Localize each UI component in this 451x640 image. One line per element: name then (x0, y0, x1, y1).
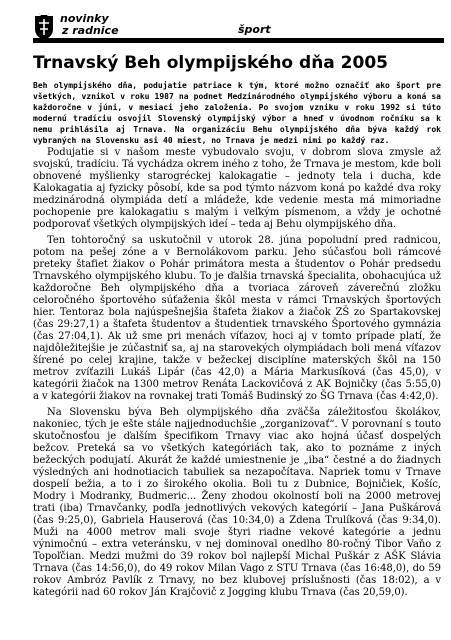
body-paragraph-3: Na Slovensku býva Beh olympijského dňa zväčša záležitosťou školákov, nakoniec, tých je ešte stále najjednoduchšie „zorganizovať“. V porovnaní s touto skutočnosťou je ďalším špecifikom Trnavy viac ako hojná účasť dospelých bežcov. Preteká sa vo všetkých kategóriách tak, ako to poznáme z iných bežeckých podujatí. Akurát že každé umiestnenie je „iba“ čestné a do žiadnych výsledných ani hodnotiacich tabuliek sa nezapočítava. Napriek tomu v Trnave dospelí bežia, a to i zo širokého okolia. Boli tu z Dubnice, Bojničiek, Košíc, Modry i Modranky, Budmeric... Ženy zhodou okolností boli na 2000 metrovej trati (iba) Trnavčanky, podľa jednotlivých vekových kategórií – Jana Puškárová (čas 9:25,0), Gabriela Hauserová (čas 10:34,0) a Zdena Trulíková (čas 9:34,0). Muži na 4000 metrov mali svoje štyri riadne vekové kategórie a jednu výnimočnú – extra veteránsku, v nej dominoval onedlho 80-ročný Tibor Vaňo z Topoľčian. Medzi mužmi do 39 rokov bol najlepší Michal Puškár z AŠK Slávia Trnava (čas 14:56,0), do 49 rokov Milan Vago z STU Trnava (čas 16:48,0), do 59 rokov Ambróz Pavlík z Trnavy, no bez klubovej príslušnosti (čas 18:02), a v kategórii nad 60 rokov Ján Krajčovič z Jogging klubu Trnava (čas 20,59,0). (33, 407, 441, 598)
body-paragraph-1: Podujatie si v našom meste vybudovalo svoju, v dobrom slova zmysle až svojskú, tradíciu. Tá vychádza okrem iného z toho, že Trnava je mestom, kde boli obnovené myšlienky starogréckej kalokagatie – jednoty tela i ducha, kde Kalokagatia aj fyzicky pôsobí, kde sa pod týmto názvom koná po každé dva roky medzinárodná olympiáda detí a mládeže, kde vedenie mesta má mimoriadne pochopenie pre kalokagatiu s malým i veľkým písmenom, a vždy je ochotné podporovať všetkých olympijských ideí – teda aj Behu olympijského dňa. (33, 147, 441, 230)
article-lead (33, 80, 441, 146)
lead-paragraph: Beh olympijského dňa, podujatie patriace k tým, ktoré možno označiť ako šport pre všetkých, vznikol v roku 1987 na podnet Medzinárodného olympijského výboru a koná sa každoročne v júni, v mesiaci jeho založenia. Po svojom vzniku v roku 1992 si túto modernú tradíciu osvojil Slovenský olympijský výbor a hneď v úvodnom ročníku sa k nemu prihlásila aj Trnava. Na organizáciu Behu olympijského dňa býva každý rok vybraných na Slovensku asi 40 miest, no Trnava je medzi nimi po každý raz. (33, 81, 441, 145)
body-paragraph-2: Ten tohtoročný sa uskutočnil v utorok 28. júna popoludní pred radnicou, potom na pešej zóne a v Bernolákovom parku. Jeho súčasťou boli rámcové preteky štafiet žiakov o Pohár primátora mesta a študentov o Pohár predsedu Trnavského olympijského klubu. To je ďalšia trnavská špecialita, obohacujúca už každoročne Beh olympijského dňa a tvoriaca zároveň záverečnú zložku celoročného športového súťaženia škôl mesta v rámci Trnavských športových hier. Tentoraz bola najúspešnejšia štafeta žiakov a žiačok ZŠ zo Spartakovskej (čas 29:27,1) a štafeta študentov a študentiek trnavského Športového gymnázia (čas 27:04,1). Ak už sme pri menách víťazov, hoci aj v tomto prípade platí, že najdôležitejšie je zúčastniť sa, aj na starovekých olympiádach boli mená víťazov šírené po celej krajine, takže v bežeckej disciplíne materských škôl na 150 metrov zvíťazili Lukáš Lipár (čas 42,0) a Mária Markusíková (čas 45,0), v kategórii žiačok na 1300 metrov Renáta Lackovičová z AK Bojničky (čas 5:55,0) a v kategórii žiakov na rovnakej trati Tomáš Budinský zo ŠG Trnava (čas 4:42,0). (33, 235, 441, 402)
section-label: šport (238, 23, 271, 36)
brand-line-2: z radnice (62, 24, 119, 37)
article-title: Trnavský Beh olympijského dňa 2005 (33, 53, 388, 73)
city-crest-logo (33, 10, 55, 40)
magazine-brand (60, 13, 130, 39)
article-body (33, 147, 441, 603)
brand-line-1: novinky (60, 12, 109, 25)
page-header (8, 10, 444, 44)
header-rule (33, 38, 444, 43)
